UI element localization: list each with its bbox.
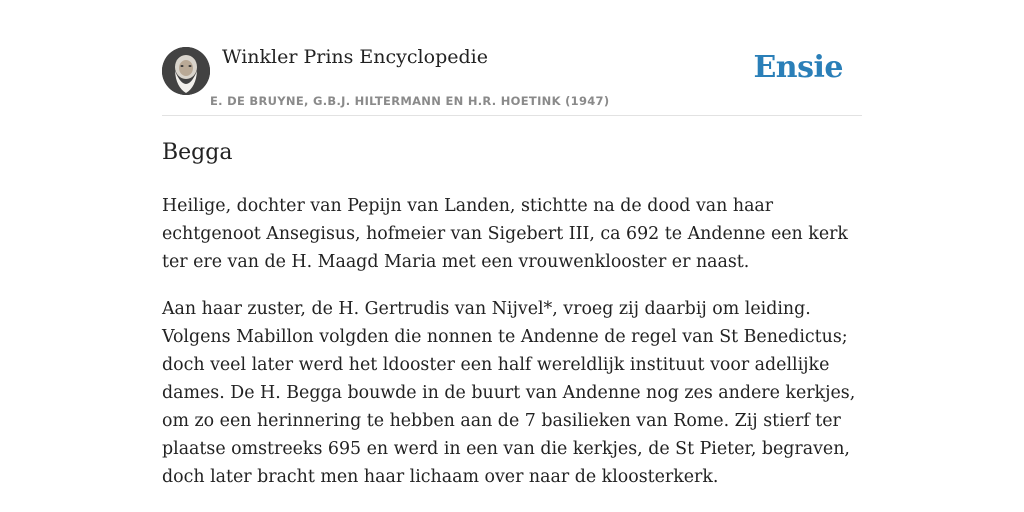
article-body	[162, 192, 862, 510]
site-title[interactable]: Winkler Prins Encyclopedie	[222, 46, 488, 68]
article-paragraph: Aan haar zuster, de H. Gertrudis van Nijvel*, vroeg zij daarbij om leiding. Volgens Mabillon volgden die nonnen te Andenne de regel van St Benedictus; doch veel later werd het ldooster een half wereldlijk instituut voor adellijke dames. De H. Begga bouwde in de buurt van Andenne nog zes andere kerkjes, om zo een herinnering te hebben aan de 7 basilieken van Rome. Zij stierf ter plaatse omstreeks 695 en werd in een van die kerkjes, de St Pieter, begraven, doch later bracht men haar lichaam over naar de kloosterkerk.	[162, 299, 856, 487]
brand-logo[interactable]: Ensie	[753, 50, 843, 85]
author-portrait-icon	[162, 47, 210, 95]
article-title: Begga	[162, 140, 233, 165]
authors-credit: E. DE BRUYNE, G.B.J. HILTERMANN EN H.R. HOETINK (1947)	[210, 94, 610, 108]
article-paragraph: Heilige, dochter van Pepijn van Landen, stichtte na de dood van haar echtgenoot Ansegisus, hofmeier van Sigebert III, ca 692 te Andenne een kerk ter ere van de H. Maagd Maria met een vrouwenklooster er naast.	[162, 196, 848, 272]
page	[162, 0, 862, 512]
site-header	[162, 0, 862, 116]
